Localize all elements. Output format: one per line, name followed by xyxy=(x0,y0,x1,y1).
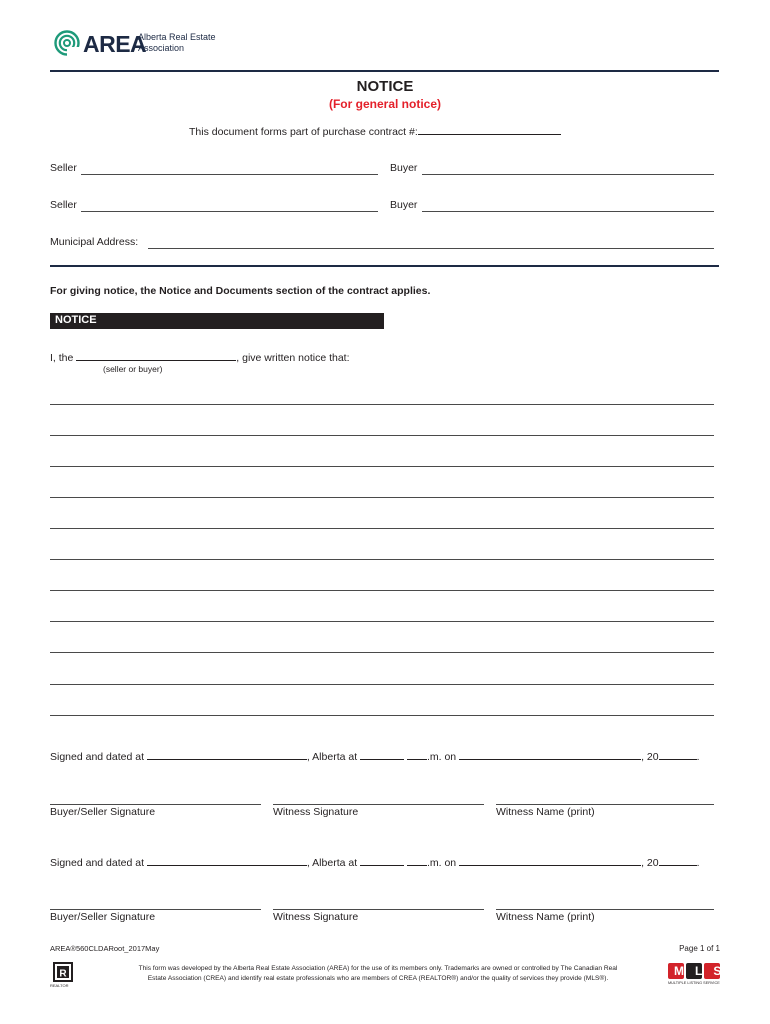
witness-signature-label-1: Witness Signature xyxy=(273,806,359,818)
mls-letters xyxy=(668,964,733,978)
year-label: , 20 xyxy=(641,857,659,869)
notice-text-line[interactable] xyxy=(50,652,714,653)
contract-line xyxy=(189,125,561,138)
am-pm-field[interactable] xyxy=(407,750,427,760)
contract-number-field[interactable] xyxy=(418,125,561,135)
alberta-at-label: , Alberta at xyxy=(306,857,358,869)
year-field[interactable] xyxy=(659,750,697,760)
seller-or-buyer-field[interactable] xyxy=(76,351,236,361)
date-field[interactable] xyxy=(459,856,641,866)
buyer-seller-signature-field-1[interactable] xyxy=(50,804,261,805)
signed-dated-line-2 xyxy=(50,856,700,869)
period: . xyxy=(696,857,700,869)
page-title: NOTICE xyxy=(356,78,414,95)
signed-label: Signed and dated at xyxy=(50,857,144,869)
seller-label-1: Seller xyxy=(50,162,77,174)
header-rule xyxy=(50,70,719,72)
year-label: , 20 xyxy=(641,751,659,763)
notice-section-title: NOTICE xyxy=(55,314,97,326)
seller-field-1[interactable] xyxy=(81,174,378,175)
witness-name-field-2[interactable] xyxy=(496,909,714,910)
buyer-field-2[interactable] xyxy=(422,211,714,212)
realtor-logo-icon xyxy=(53,962,73,982)
org-name-line2: Association xyxy=(138,43,185,53)
notice-text-line[interactable] xyxy=(50,466,714,467)
date-field[interactable] xyxy=(459,750,641,760)
buyer-seller-signature-label-1: Buyer/Seller Signature xyxy=(50,806,156,818)
notice-section-bar xyxy=(50,313,384,329)
section-divider xyxy=(50,265,719,267)
page-subtitle: (For general notice) xyxy=(328,97,441,111)
notice-prefix: I, the xyxy=(50,352,74,364)
area-logo-icon xyxy=(54,30,80,56)
seller-field-2[interactable] xyxy=(81,211,378,212)
time-field[interactable] xyxy=(360,750,404,760)
buyer-field-1[interactable] xyxy=(422,174,714,175)
page-number: Page 1 of 1 xyxy=(679,944,720,953)
am-pm-field[interactable] xyxy=(407,856,427,866)
mls-caption: MULTIPLE LISTING SERVICE xyxy=(668,981,720,985)
witness-signature-field-1[interactable] xyxy=(273,804,484,805)
notice-text-line[interactable] xyxy=(50,559,714,560)
contract-label: This document forms part of purchase contract #: xyxy=(189,126,418,138)
m-on-label: .m. on xyxy=(426,751,457,763)
alberta-at-label: , Alberta at xyxy=(306,751,358,763)
form-code: AREA®560CLDARoot_2017May xyxy=(50,944,160,953)
signed-label: Signed and dated at xyxy=(50,751,144,763)
realtor-logo-caption: REALTOR xyxy=(50,983,69,988)
municipal-address-field[interactable] xyxy=(148,248,714,249)
m-on-label: .m. on xyxy=(426,857,457,869)
signed-location-field[interactable] xyxy=(147,750,307,760)
period: . xyxy=(696,751,700,763)
realtor-logo xyxy=(50,962,76,990)
witness-name-field-1[interactable] xyxy=(496,804,714,805)
notice-text-line[interactable] xyxy=(50,715,714,716)
logo-wordmark: AREA xyxy=(83,31,147,57)
notice-text-line[interactable] xyxy=(50,404,714,405)
buyer-label-2: Buyer xyxy=(390,199,418,211)
mls-logo xyxy=(668,961,733,989)
municipal-address-label: Municipal Address: xyxy=(50,236,139,248)
buyer-label-1: Buyer xyxy=(390,162,418,174)
buyer-seller-signature-field-2[interactable] xyxy=(50,909,261,910)
time-field[interactable] xyxy=(360,856,404,866)
notice-text-line[interactable] xyxy=(50,684,714,685)
disclaimer-line-1: This form was developed by the Alberta Real Estate Association (AREA) for the use of its members only. Trademarks are owned or controlled by The Canadian Real xyxy=(138,965,618,972)
notice-suffix: , give written notice that: xyxy=(236,352,350,364)
signed-location-field[interactable] xyxy=(147,856,307,866)
mls-letters-text: MLS xyxy=(674,964,733,978)
witness-name-label-1: Witness Name (print) xyxy=(496,806,595,818)
year-field[interactable] xyxy=(659,856,697,866)
notice-instruction: For giving notice, the Notice and Documents section of the contract applies. xyxy=(50,285,431,297)
area-logo xyxy=(54,28,254,62)
notice-text-line[interactable] xyxy=(50,528,714,529)
svg-text:R: R xyxy=(59,968,67,980)
witness-signature-field-2[interactable] xyxy=(273,909,484,910)
seller-label-2: Seller xyxy=(50,199,77,211)
org-name-line1: Alberta Real Estate xyxy=(138,32,216,42)
notice-text-line[interactable] xyxy=(50,590,714,591)
witness-name-label-2: Witness Name (print) xyxy=(496,911,595,923)
signed-dated-line-1 xyxy=(50,750,700,763)
witness-signature-label-2: Witness Signature xyxy=(273,911,359,923)
notice-text-line[interactable] xyxy=(50,621,714,622)
notice-statement xyxy=(50,351,350,364)
notice-text-line[interactable] xyxy=(50,435,714,436)
notice-hint: (seller or buyer) xyxy=(103,364,163,374)
buyer-seller-signature-label-2: Buyer/Seller Signature xyxy=(50,911,156,923)
disclaimer-line-2: Estate Association (CREA) and identify real estate professionals who are members of CREA (REALTOR®) and/or the quality of services they provide (MLS®). xyxy=(147,975,609,982)
notice-text-line[interactable] xyxy=(50,497,714,498)
